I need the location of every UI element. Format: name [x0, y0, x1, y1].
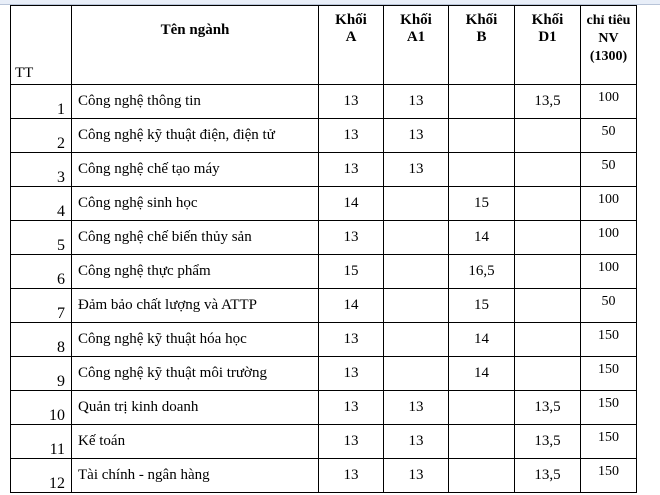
table-row: [11, 289, 637, 323]
row-number: 9: [11, 357, 72, 391]
row-khoi-d1: [515, 289, 581, 323]
row-number: 3: [11, 153, 72, 187]
admission-table: [10, 5, 637, 493]
header-khoi-a-line1: Khối: [335, 12, 367, 28]
header-chi-tieu-line1: chỉ tiêu: [586, 13, 631, 28]
table-row: [11, 119, 637, 153]
row-khoi-d1: [515, 153, 581, 187]
row-number: 8: [11, 323, 72, 357]
row-chi-tieu: 150: [581, 391, 637, 425]
header-khoi-a: [319, 6, 384, 85]
row-chi-tieu: 150: [581, 425, 637, 459]
row-major-name: Kế toán: [72, 425, 319, 459]
row-number: 6: [11, 255, 72, 289]
row-khoi-d1: [515, 357, 581, 391]
table-row: [11, 391, 637, 425]
row-chi-tieu: 100: [581, 187, 637, 221]
row-chi-tieu: 150: [581, 323, 637, 357]
row-major-name: Tài chính - ngân hàng: [72, 459, 319, 493]
row-major-name: Công nghệ kỹ thuật môi trường: [72, 357, 319, 391]
header-khoi-a1: [384, 6, 449, 85]
row-khoi-a1: 13: [384, 119, 449, 153]
header-khoi-d1-line1: Khối: [531, 12, 564, 28]
row-chi-tieu: 100: [581, 85, 637, 119]
header-tt: TT: [11, 6, 72, 85]
row-khoi-b: 16,5: [449, 255, 515, 289]
row-major-name: Công nghệ chế biến thủy sản: [72, 221, 319, 255]
header-khoi-a1-line1: Khối: [400, 12, 432, 28]
row-major-name: Công nghệ kỹ thuật hóa học: [72, 323, 319, 357]
header-khoi-b: [449, 6, 515, 85]
row-khoi-a: 13: [319, 459, 384, 493]
table-row: [11, 425, 637, 459]
row-khoi-a1: [384, 221, 449, 255]
row-khoi-d1: [515, 221, 581, 255]
row-khoi-b: [449, 425, 515, 459]
row-khoi-a: 13: [319, 221, 384, 255]
row-chi-tieu: 50: [581, 289, 637, 323]
header-khoi-d1: [515, 6, 581, 85]
row-khoi-a1: [384, 255, 449, 289]
row-number: 7: [11, 289, 72, 323]
row-chi-tieu: 150: [581, 357, 637, 391]
header-khoi-b-line1: Khối: [465, 12, 498, 28]
header-chi-tieu: [581, 6, 637, 85]
row-khoi-a: 15: [319, 255, 384, 289]
table-row: [11, 255, 637, 289]
row-khoi-a1: 13: [384, 425, 449, 459]
row-khoi-a1: [384, 357, 449, 391]
row-number: 11: [11, 425, 72, 459]
table-row: [11, 85, 637, 119]
row-number: 1: [11, 85, 72, 119]
row-khoi-b: 14: [449, 221, 515, 255]
table-row: [11, 459, 637, 493]
row-number: 12: [11, 459, 72, 493]
row-major-name: Công nghệ sinh học: [72, 187, 319, 221]
header-khoi-b-line2: B: [476, 29, 487, 45]
row-khoi-d1: [515, 323, 581, 357]
row-khoi-a: 13: [319, 119, 384, 153]
row-major-name: Công nghệ thực phẩm: [72, 255, 319, 289]
header-name: Tên ngành: [72, 6, 319, 85]
table-row: [11, 153, 637, 187]
table-row: [11, 221, 637, 255]
row-khoi-d1: 13,5: [515, 85, 581, 119]
row-khoi-a: 13: [319, 425, 384, 459]
row-number: 10: [11, 391, 72, 425]
row-khoi-a1: 13: [384, 391, 449, 425]
row-khoi-a1: [384, 187, 449, 221]
row-khoi-a: 13: [319, 357, 384, 391]
row-khoi-a: 14: [319, 187, 384, 221]
row-khoi-b: 14: [449, 323, 515, 357]
row-khoi-a: 14: [319, 289, 384, 323]
row-khoi-a1: 13: [384, 459, 449, 493]
row-khoi-d1: [515, 255, 581, 289]
row-khoi-a: 13: [319, 391, 384, 425]
row-khoi-a: 13: [319, 323, 384, 357]
row-chi-tieu: 100: [581, 255, 637, 289]
row-major-name: Công nghệ chế tạo máy: [72, 153, 319, 187]
row-khoi-a1: [384, 289, 449, 323]
row-khoi-b: [449, 153, 515, 187]
row-number: 4: [11, 187, 72, 221]
header-chi-tieu-line2: NV: [598, 31, 619, 46]
row-khoi-d1: 13,5: [515, 459, 581, 493]
row-khoi-b: 15: [449, 187, 515, 221]
header-khoi-a1-line2: A1: [406, 29, 426, 45]
row-khoi-b: [449, 391, 515, 425]
row-khoi-b: 14: [449, 357, 515, 391]
row-chi-tieu: 100: [581, 221, 637, 255]
header-khoi-d1-line2: D1: [538, 29, 557, 45]
table-row: [11, 357, 637, 391]
row-khoi-a: 13: [319, 85, 384, 119]
row-major-name: Công nghệ kỹ thuật điện, điện tử: [72, 119, 319, 153]
row-khoi-b: [449, 459, 515, 493]
table-row: [11, 187, 637, 221]
header-chi-tieu-line3: (1300): [589, 49, 628, 64]
row-khoi-d1: [515, 119, 581, 153]
row-khoi-b: 15: [449, 289, 515, 323]
row-khoi-a1: 13: [384, 85, 449, 119]
row-chi-tieu: 50: [581, 153, 637, 187]
row-major-name: Công nghệ thông tin: [72, 85, 319, 119]
row-khoi-d1: 13,5: [515, 391, 581, 425]
row-number: 2: [11, 119, 72, 153]
table-row: [11, 323, 637, 357]
row-khoi-d1: 13,5: [515, 425, 581, 459]
row-khoi-b: [449, 119, 515, 153]
header-row: [11, 6, 637, 85]
row-khoi-d1: [515, 187, 581, 221]
row-khoi-a1: [384, 323, 449, 357]
row-major-name: Quản trị kinh doanh: [72, 391, 319, 425]
row-chi-tieu: 150: [581, 459, 637, 493]
row-number: 5: [11, 221, 72, 255]
row-chi-tieu: 50: [581, 119, 637, 153]
row-khoi-a1: 13: [384, 153, 449, 187]
row-khoi-b: [449, 85, 515, 119]
row-khoi-a: 13: [319, 153, 384, 187]
header-khoi-a-line2: A: [345, 29, 357, 45]
row-major-name: Đảm bảo chất lượng và ATTP: [72, 289, 319, 323]
